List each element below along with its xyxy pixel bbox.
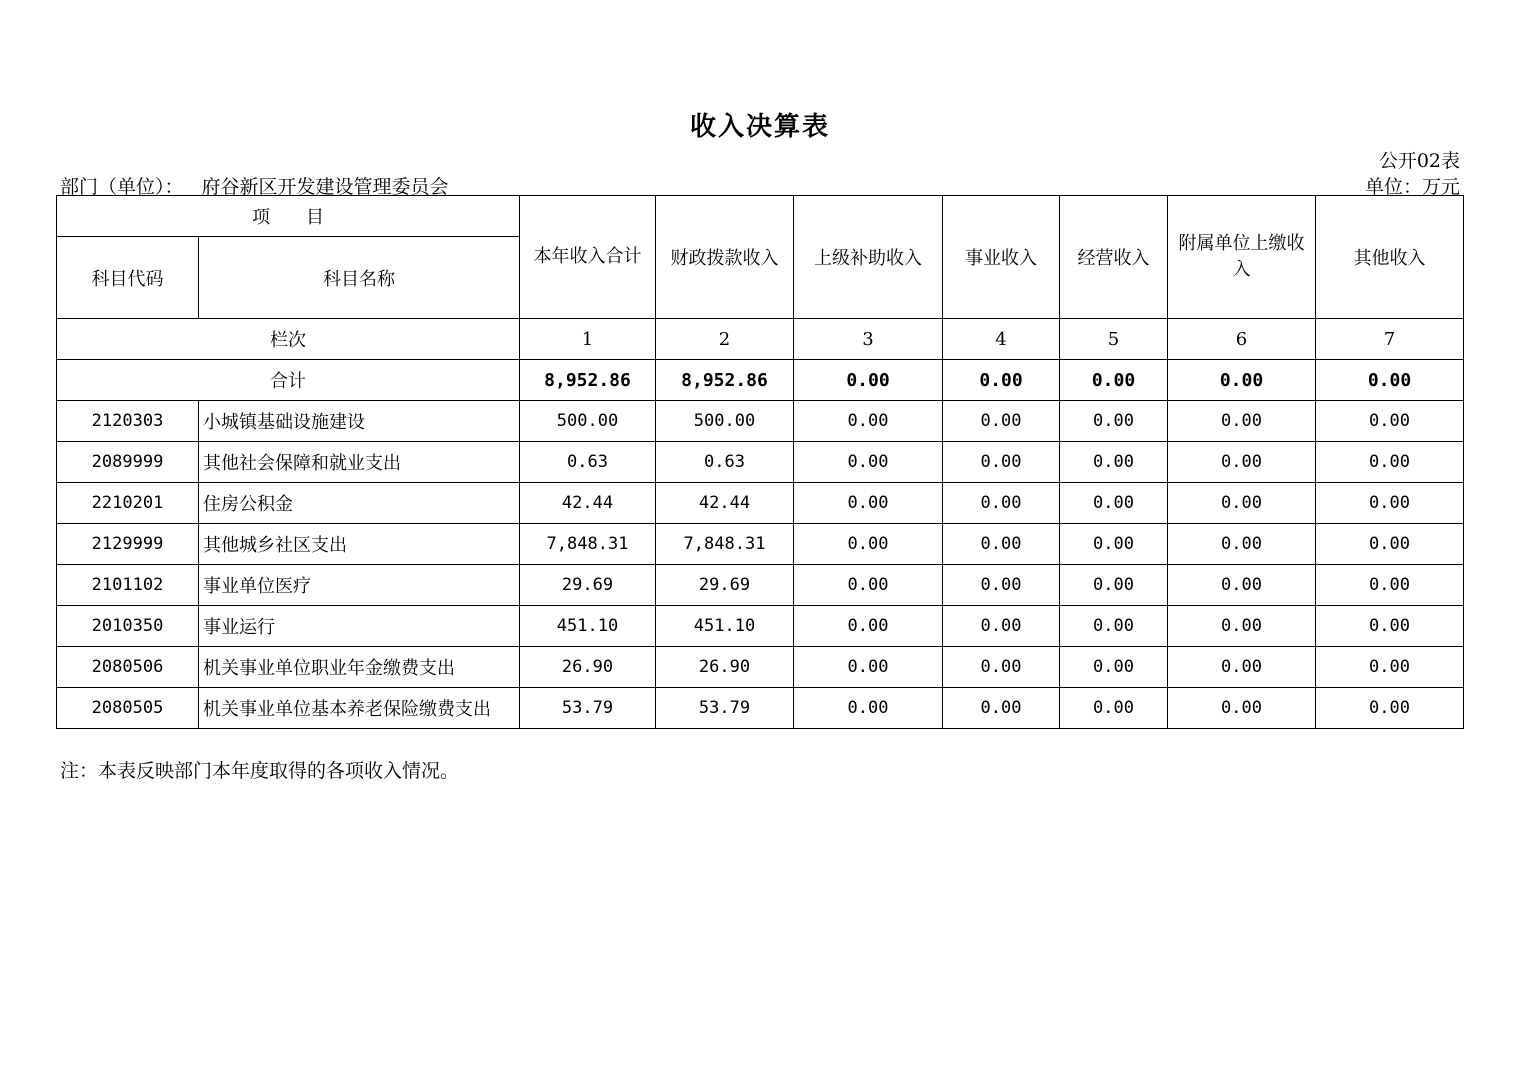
header-col-other: 其他收入 xyxy=(1316,196,1464,319)
cell-value: 0.00 xyxy=(1060,442,1168,483)
cell-value: 0.63 xyxy=(520,442,656,483)
cell-value: 0.00 xyxy=(1168,401,1316,442)
total-label: 合计 xyxy=(57,360,520,401)
cell-value: 0.00 xyxy=(1316,442,1464,483)
total-value: 0.00 xyxy=(794,360,943,401)
column-number-row xyxy=(57,319,1464,360)
cell-value: 0.00 xyxy=(1316,647,1464,688)
cell-value: 0.00 xyxy=(1168,483,1316,524)
subject-code: 2210201 xyxy=(57,483,199,524)
cell-value: 0.00 xyxy=(1168,606,1316,647)
cell-value: 451.10 xyxy=(656,606,794,647)
table-row xyxy=(57,565,1464,606)
cell-value: 53.79 xyxy=(520,688,656,729)
table-row xyxy=(57,442,1464,483)
cell-value: 53.79 xyxy=(656,688,794,729)
total-value: 0.00 xyxy=(1060,360,1168,401)
table-row xyxy=(57,647,1464,688)
column-number: 6 xyxy=(1168,319,1316,360)
cell-value: 0.00 xyxy=(1168,442,1316,483)
header-item: 项 目 xyxy=(57,196,520,237)
cell-value: 500.00 xyxy=(656,401,794,442)
column-number: 4 xyxy=(943,319,1060,360)
cell-value: 0.00 xyxy=(1168,524,1316,565)
cell-value: 7,848.31 xyxy=(656,524,794,565)
column-number-label: 栏次 xyxy=(57,319,520,360)
cell-value: 0.00 xyxy=(1316,688,1464,729)
form-number: 公开02表 xyxy=(1378,150,1460,172)
subject-code: 2101102 xyxy=(57,565,199,606)
subject-code: 2010350 xyxy=(57,606,199,647)
department-name: 府谷新区开发建设管理委员会 xyxy=(201,176,449,198)
cell-value: 0.00 xyxy=(943,442,1060,483)
cell-value: 0.00 xyxy=(943,565,1060,606)
header-col-total: 本年收入合计 xyxy=(520,196,656,319)
cell-value: 26.90 xyxy=(656,647,794,688)
header-name: 科目名称 xyxy=(199,237,520,319)
subject-name: 机关事业单位基本养老保险缴费支出 xyxy=(199,688,520,729)
cell-value: 0.00 xyxy=(1316,606,1464,647)
subject-code: 2080505 xyxy=(57,688,199,729)
cell-value: 0.00 xyxy=(1316,483,1464,524)
subject-name: 住房公积金 xyxy=(199,483,520,524)
cell-value: 0.00 xyxy=(1168,647,1316,688)
column-number: 3 xyxy=(794,319,943,360)
column-number: 5 xyxy=(1060,319,1168,360)
table-row xyxy=(57,524,1464,565)
cell-value: 0.00 xyxy=(943,401,1060,442)
cell-value: 0.00 xyxy=(1060,647,1168,688)
cell-value: 0.00 xyxy=(943,483,1060,524)
cell-value: 0.00 xyxy=(1316,565,1464,606)
subject-name: 小城镇基础设施建设 xyxy=(199,401,520,442)
cell-value: 0.00 xyxy=(794,647,943,688)
table-row xyxy=(57,606,1464,647)
cell-value: 0.00 xyxy=(1316,524,1464,565)
table-row xyxy=(57,483,1464,524)
cell-value: 0.00 xyxy=(1060,606,1168,647)
cell-value: 0.00 xyxy=(1060,483,1168,524)
cell-value: 0.00 xyxy=(794,565,943,606)
column-number: 1 xyxy=(520,319,656,360)
cell-value: 26.90 xyxy=(520,647,656,688)
cell-value: 451.10 xyxy=(520,606,656,647)
cell-value: 0.00 xyxy=(1316,401,1464,442)
total-value: 0.00 xyxy=(943,360,1060,401)
header-col-superior: 上级补助收入 xyxy=(794,196,943,319)
cell-value: 0.00 xyxy=(1060,565,1168,606)
total-value: 8,952.86 xyxy=(520,360,656,401)
subject-code: 2120303 xyxy=(57,401,199,442)
table-row xyxy=(57,688,1464,729)
cell-value: 0.00 xyxy=(794,483,943,524)
cell-value: 0.00 xyxy=(1168,688,1316,729)
cell-value: 0.00 xyxy=(794,688,943,729)
department-label: 部门（单位）： xyxy=(60,176,184,198)
header-col-operation: 经营收入 xyxy=(1060,196,1168,319)
subject-name: 事业运行 xyxy=(199,606,520,647)
page-title: 收入决算表 xyxy=(689,112,830,142)
header-code: 科目代码 xyxy=(57,237,199,319)
subject-name: 事业单位医疗 xyxy=(199,565,520,606)
cell-value: 42.44 xyxy=(520,483,656,524)
income-table xyxy=(56,195,1464,729)
header-col-business: 事业收入 xyxy=(943,196,1060,319)
total-value: 8,952.86 xyxy=(656,360,794,401)
cell-value: 0.00 xyxy=(1060,524,1168,565)
subject-name: 其他城乡社区支出 xyxy=(199,524,520,565)
cell-value: 0.00 xyxy=(794,401,943,442)
header-col-fiscal: 财政拨款收入 xyxy=(656,196,794,319)
header-col-affiliated: 附属单位上缴收入 xyxy=(1168,196,1316,319)
column-number: 2 xyxy=(656,319,794,360)
total-value: 0.00 xyxy=(1168,360,1316,401)
total-row xyxy=(57,360,1464,401)
cell-value: 0.00 xyxy=(794,442,943,483)
cell-value: 0.00 xyxy=(943,606,1060,647)
subject-name: 其他社会保障和就业支出 xyxy=(199,442,520,483)
cell-value: 0.00 xyxy=(943,647,1060,688)
table-row xyxy=(57,401,1464,442)
cell-value: 0.63 xyxy=(656,442,794,483)
total-value: 0.00 xyxy=(1316,360,1464,401)
cell-value: 500.00 xyxy=(520,401,656,442)
subject-code: 2089999 xyxy=(57,442,199,483)
cell-value: 29.69 xyxy=(656,565,794,606)
subject-code: 2129999 xyxy=(57,524,199,565)
cell-value: 7,848.31 xyxy=(520,524,656,565)
cell-value: 0.00 xyxy=(794,524,943,565)
cell-value: 0.00 xyxy=(1060,401,1168,442)
cell-value: 42.44 xyxy=(656,483,794,524)
subject-code: 2080506 xyxy=(57,647,199,688)
cell-value: 0.00 xyxy=(1060,688,1168,729)
footnote: 注：本表反映部门本年度取得的各项收入情况。 xyxy=(60,760,460,782)
cell-value: 0.00 xyxy=(1168,565,1316,606)
cell-value: 29.69 xyxy=(520,565,656,606)
cell-value: 0.00 xyxy=(943,524,1060,565)
cell-value: 0.00 xyxy=(943,688,1060,729)
subject-name: 机关事业单位职业年金缴费支出 xyxy=(199,647,520,688)
column-number: 7 xyxy=(1316,319,1464,360)
cell-value: 0.00 xyxy=(794,606,943,647)
unit-label: 单位：万元 xyxy=(1364,176,1460,198)
